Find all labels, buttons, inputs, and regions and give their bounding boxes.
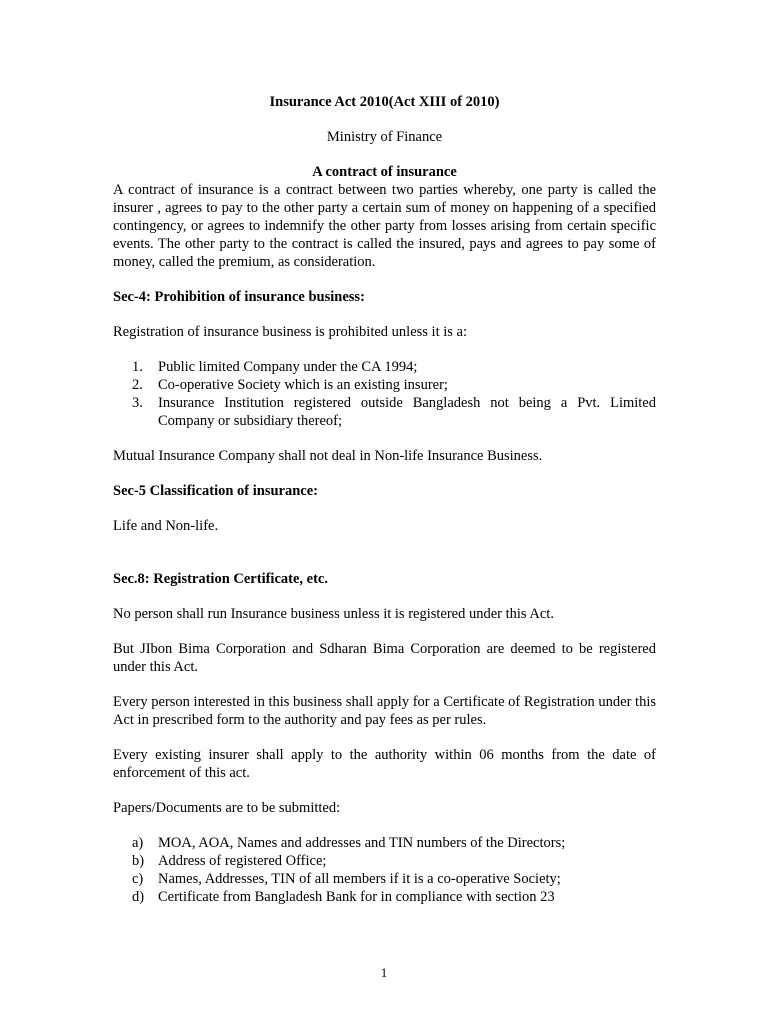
list-item-text: Public limited Company under the CA 1994; bbox=[158, 359, 418, 375]
sec4-intro: Registration of insurance business is prohibited unless it is a: bbox=[113, 324, 467, 340]
sec5-text: Life and Non-life. bbox=[113, 518, 219, 534]
list-marker: a) bbox=[132, 835, 144, 851]
list-item bbox=[113, 394, 656, 430]
list-item bbox=[113, 888, 656, 906]
sec8-paragraph-4: Every existing insurer shall apply to the authority within 06 months from the date of enforcement of this act. bbox=[113, 747, 656, 781]
list-item-text: MOA, AOA, Names and addresses and TIN numbers of the Directors; bbox=[158, 835, 566, 851]
list-item-text: Insurance Institution registered outside Bangladesh not being a Pvt. Limited Company or subsidiary thereof; bbox=[158, 395, 656, 429]
page-number: 1 bbox=[380, 965, 388, 980]
ministry-name: Ministry of Finance bbox=[326, 129, 443, 145]
list-marker: 2. bbox=[132, 377, 143, 393]
list-item bbox=[113, 834, 656, 852]
sec8-heading: Sec.8: Registration Certificate, etc. bbox=[113, 571, 328, 587]
list-marker: 3. bbox=[132, 395, 143, 411]
list-marker: 1. bbox=[132, 359, 143, 375]
list-marker: c) bbox=[132, 871, 144, 887]
sec8-paragraph-2: But JIbon Bima Corporation and Sdharan Bima Corporation are deemed to be registered under this Act. bbox=[113, 641, 656, 675]
sec5-heading: Sec-5 Classification of insurance: bbox=[113, 483, 318, 499]
list-item bbox=[113, 870, 656, 888]
contract-paragraph: A contract of insurance is a contract between two parties whereby, one party is called the insurer , agrees to pay to the other party a certain sum of money on happening of a specified contingency, or agrees to indemnify the other party from losses arising from certain specific events. The other party to the contract is called the insured, pays and agrees to pay some of money, called the premium, as consideration. bbox=[113, 182, 656, 270]
sec8-paragraph-5: Papers/Documents are to be submitted: bbox=[113, 800, 341, 816]
list-marker: d) bbox=[132, 889, 145, 905]
sec4-note: Mutual Insurance Company shall not deal in Non-life Insurance Business. bbox=[113, 448, 543, 464]
sec4-heading: Sec-4: Prohibition of insurance business: bbox=[113, 289, 365, 305]
contract-heading: A contract of insurance bbox=[312, 164, 457, 180]
list-marker: b) bbox=[132, 853, 145, 869]
list-item-text: Names, Addresses, TIN of all members if it is a co-operative Society; bbox=[158, 871, 561, 887]
list-item-text: Address of registered Office; bbox=[158, 853, 327, 869]
list-item bbox=[113, 358, 656, 376]
document-title: Insurance Act 2010(Act XIII of 2010) bbox=[269, 94, 500, 110]
sec8-paragraph-3: Every person interested in this business shall apply for a Certificate of Registration under this Act in prescribed form to the authority and pay fees as per rules. bbox=[113, 694, 656, 728]
sec4-list bbox=[113, 358, 656, 430]
list-item bbox=[113, 852, 656, 870]
list-item-text: Co-operative Society which is an existing insurer; bbox=[158, 377, 448, 393]
document-page bbox=[113, 90, 656, 906]
sec8-paragraph-1: No person shall run Insurance business unless it is registered under this Act. bbox=[113, 606, 554, 622]
list-item-text: Certificate from Bangladesh Bank for in compliance with section 23 bbox=[158, 889, 555, 905]
list-item bbox=[113, 376, 656, 394]
documents-list bbox=[113, 834, 656, 906]
